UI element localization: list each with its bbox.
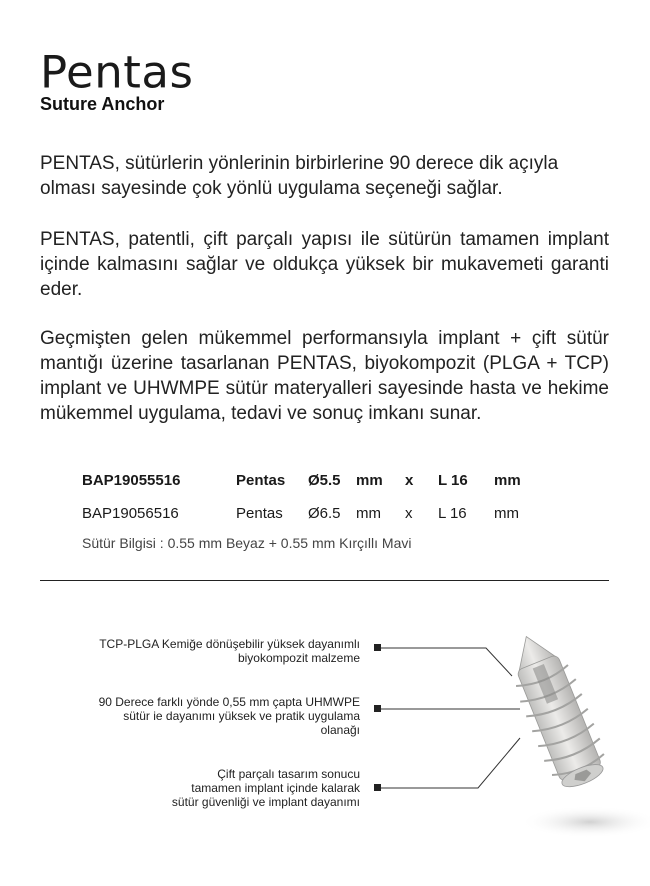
dimension-separator: x: [405, 505, 413, 522]
callout-line: tamamen implant içinde kalarak: [191, 781, 360, 795]
suture-info: Sütür Bilgisi : 0.55 mm Beyaz + 0.55 mm Kırçıllı Mavi: [82, 535, 412, 551]
callout-line: sütür güvenliği ve implant dayanımı: [171, 795, 360, 809]
length-unit: mm: [494, 505, 519, 522]
callout-line: TCP-PLGA Kemiğe dönüşebilir yüksek dayanımlı: [99, 637, 360, 651]
description-paragraph-3: Geçmişten gelen mükemmel performansıyla implant + çift sütür mantığı üzerine tasarlanan PENTAS, biyokompozit (PLGA + TCP) implant ve UHWMPE sütür materyalleri sayesinde hasta ve hekime mükemmel uygulama, tedavi ve sonuç imkanı sunar.: [40, 328, 609, 424]
product-code: BAP19056516: [82, 505, 179, 522]
bullet-square-icon: [374, 784, 381, 791]
page-subtitle: Suture Anchor: [40, 94, 165, 114]
description-paragraph-1: PENTAS, sütürlerin yönlerinin birbirlerine 90 derece dik açıyla olması sayesinde çok yönlü uygulama seçeneği sağlar.: [40, 153, 559, 199]
bullet-square-icon: [374, 705, 381, 712]
bullet-square-icon: [374, 644, 381, 651]
callout-line: olanağı: [320, 723, 360, 737]
product-name: Pentas: [236, 472, 286, 489]
dimension-separator: x: [405, 472, 414, 489]
implant-illustration: [470, 600, 650, 850]
product-length: L 16: [438, 505, 467, 522]
product-name: Pentas: [236, 505, 283, 522]
diameter-unit: mm: [356, 472, 383, 489]
product-diameter: Ø5.5: [308, 472, 341, 489]
product-code: BAP19055516: [82, 472, 181, 489]
description-paragraph-2: PENTAS, patentli, çift parçalı yapısı ile sütürün tamamen implant içinde kalmasını sağlar ve oldukça yüksek bir mukavemeti garanti eder.: [40, 229, 609, 300]
callout-line: 90 Derece farklı yönde 0,55 mm çapta UHMWPE: [98, 695, 360, 709]
callout-line: Çift parçalı tasarım sonucu: [217, 767, 360, 781]
product-diameter: Ø6.5: [308, 505, 341, 522]
diameter-unit: mm: [356, 505, 381, 522]
product-length: L 16: [438, 472, 468, 489]
callout-line: sütür ie dayanımı yüksek ve pratik uygulama: [123, 709, 360, 723]
callout-line: biyokompozit malzeme: [237, 651, 360, 665]
page-title: Pentas: [40, 46, 194, 99]
length-unit: mm: [494, 472, 521, 489]
